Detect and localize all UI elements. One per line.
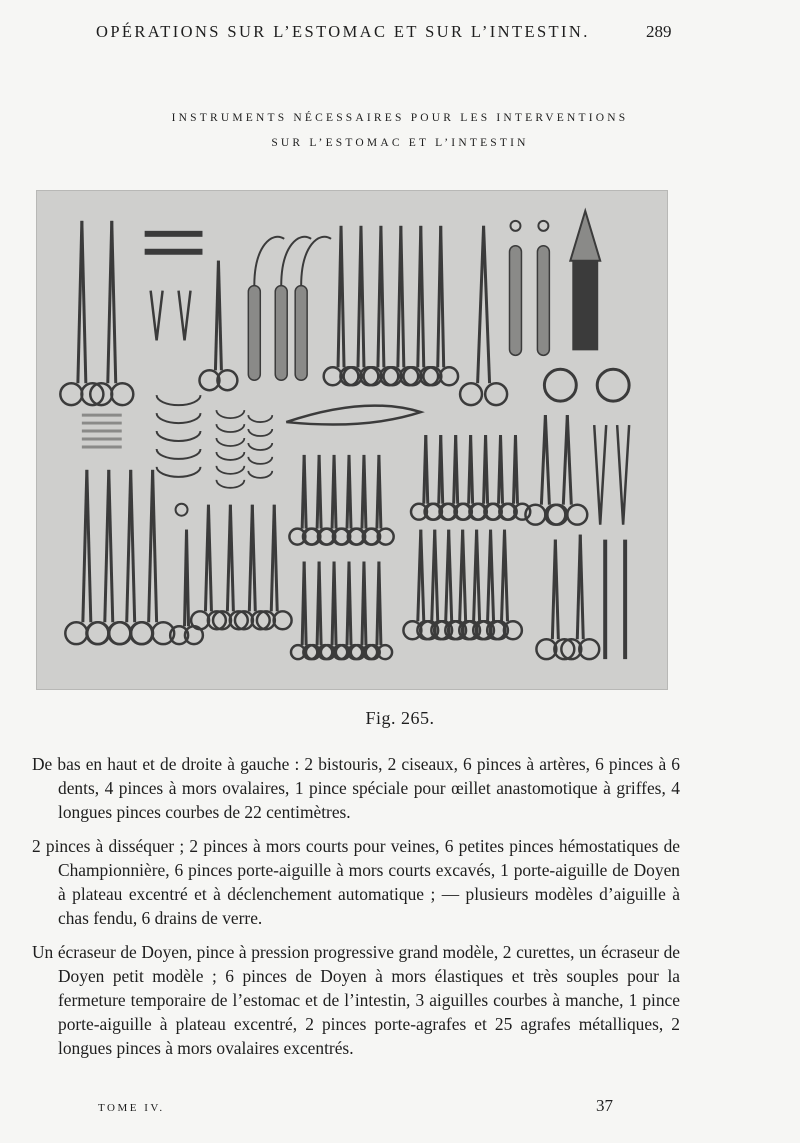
instrument-shape xyxy=(111,383,133,405)
instrument-shape xyxy=(572,261,598,351)
instrument-shape xyxy=(594,425,606,525)
instrument-shape xyxy=(274,611,292,629)
instrument-shape xyxy=(216,466,244,474)
instrument-shape xyxy=(218,261,221,371)
instrument-shape xyxy=(191,611,209,629)
instrument-shape xyxy=(440,367,458,385)
instrument-shape xyxy=(324,367,342,385)
instrument-shape xyxy=(545,415,549,505)
instrument-shape xyxy=(486,435,488,504)
instrument-shape xyxy=(301,237,331,286)
instrument-shape xyxy=(341,226,344,367)
instrument-shape xyxy=(401,226,404,367)
instrument-shape xyxy=(456,435,458,504)
instrument-shape xyxy=(505,530,508,622)
instrument-shape xyxy=(460,383,482,405)
instrument-shape xyxy=(304,455,306,529)
instrument-shape xyxy=(254,237,284,286)
instrument-shape xyxy=(555,540,558,640)
instrument-shape xyxy=(319,562,321,646)
instrument-shape xyxy=(216,410,244,418)
legend-paragraph-3: Un écraseur de Doyen, pince à pression progressive grand modèle, 2 curettes, un écraseur de Doyen petit modèle ; 6 pinces de Doyen à mors élastiques et très souples pour la fermeture temporaire de l’estomac et de l’intestin, 3 aiguilles courbes à manche, 1 pince porte-aiguille à plateau excentré, 2 pinces porte-agrafes et 25 agrafes métalliques, 2 longues pinces à mors ovalaires excentrés. xyxy=(32,942,680,1058)
instrument-shape xyxy=(491,530,494,622)
instrument-shape xyxy=(157,467,201,477)
instrument-shape xyxy=(435,530,438,622)
instrument-shape xyxy=(570,211,600,261)
instrument-shape xyxy=(176,504,188,516)
instruments-illustration xyxy=(37,191,667,689)
instrument-shape xyxy=(60,383,82,405)
legend-paragraph-1: De bas en haut et de droite à gauche : 2 bistouris, 2 ciseaux, 6 pinces à artères, 6 pinces à 6 dents, 4 pinces à mors ovalaires, 1 pince spéciale pour œillet anastomotique à griffes, 4 longues pinces courbes de 22 centimètres. xyxy=(32,754,680,822)
instrument-shape xyxy=(145,231,203,237)
figure-caption: Fig. 265. xyxy=(365,708,435,728)
instrument-shape xyxy=(597,369,629,401)
instrument-shape xyxy=(153,470,157,622)
instrument-shape xyxy=(364,455,366,529)
instrument-shape xyxy=(510,221,520,231)
instrument-shape xyxy=(379,562,381,646)
instrument-shape xyxy=(567,505,587,525)
instrument-shape xyxy=(485,383,507,405)
instrument-shape xyxy=(82,221,86,383)
instrument-shape xyxy=(252,505,255,612)
instrument-shape xyxy=(179,291,191,341)
instrument-shape xyxy=(157,413,201,423)
instrument-shape xyxy=(145,249,203,255)
instrument-shape xyxy=(216,424,244,432)
instrument-shape xyxy=(364,562,366,646)
instrument-shape xyxy=(87,622,109,644)
instrument-shape xyxy=(449,530,452,622)
instrument-shape xyxy=(421,226,424,367)
volume-label: TOME IV. xyxy=(98,1102,165,1114)
instrument-shape xyxy=(131,622,153,644)
instrument-shape xyxy=(208,505,211,612)
instrument-shape xyxy=(544,369,576,401)
figure-legend xyxy=(32,752,680,1070)
instrument-shape xyxy=(109,622,131,644)
instrument-shape xyxy=(381,226,384,367)
instrument-shape xyxy=(477,530,480,622)
instrument-shape xyxy=(463,530,466,622)
instrument-shape xyxy=(334,562,336,646)
instrument-shape xyxy=(580,535,583,640)
instrument-shape xyxy=(421,530,424,622)
instrument-shape xyxy=(361,226,364,367)
instrument-shape xyxy=(87,470,91,622)
instrument-shape xyxy=(538,221,548,231)
instruments-photo xyxy=(36,190,668,690)
instrument-shape xyxy=(157,431,201,441)
instrument-shape xyxy=(248,443,272,450)
signature-mark: 37 xyxy=(596,1096,613,1115)
instrument-shape xyxy=(426,435,428,504)
instrument-shape xyxy=(216,452,244,460)
instrument-shape xyxy=(281,237,311,286)
legend-paragraph-2: 2 pinces à disséquer ; 2 pinces à mors courts pour veines, 6 petites pinces hémostatiques de Championnière, 6 pinces porte-aiguille à mors courts excavés, 1 porte-aiguille de Doyen à plateau excentré et à déclenchement automatique ; — plusieurs modèles d’aiguille à chas fendu, 6 drains de verre. xyxy=(32,836,680,928)
instrument-shape xyxy=(131,470,135,622)
instrument-shape xyxy=(216,438,244,446)
instrument-shape xyxy=(65,622,87,644)
instrument-shape xyxy=(151,291,163,341)
instrument-shape xyxy=(471,435,473,504)
instrument-shape xyxy=(441,226,444,367)
instrument-shape xyxy=(248,457,272,464)
instrument-shape xyxy=(216,480,244,488)
instrument-shape xyxy=(379,455,381,529)
instrument-shape xyxy=(349,455,351,529)
instrument-shape xyxy=(157,449,201,459)
instrument-shape xyxy=(537,246,549,356)
instrument-shape xyxy=(112,221,116,383)
instrument-shape xyxy=(248,471,272,478)
instrument-shape xyxy=(501,435,503,504)
instrument-shape xyxy=(510,246,522,356)
instrument-shape xyxy=(248,415,272,422)
instrument-shape xyxy=(230,505,233,612)
instrument-shape xyxy=(478,226,484,383)
instrument-shape xyxy=(504,621,522,639)
instrument-shape xyxy=(349,562,351,646)
instrument-shape xyxy=(441,435,443,504)
running-head: OPÉRATIONS SUR L’ESTOMAC ET SUR L’INTESTIN. xyxy=(96,22,590,41)
instrument-shape xyxy=(515,435,517,504)
instrument-shape xyxy=(157,395,201,405)
section-title-line1: INSTRUMENTS NÉCESSAIRES POUR LES INTERVENTIONS xyxy=(171,112,629,124)
instrument-shape xyxy=(304,562,306,646)
instrument-shape xyxy=(109,470,113,622)
section-title-line2: SUR L’ESTOMAC ET L’INTESTIN xyxy=(271,137,529,149)
instrument-shape xyxy=(275,286,287,381)
instrument-shape xyxy=(319,455,321,529)
instrument-shape xyxy=(187,530,189,627)
instrument-shape xyxy=(274,505,277,612)
instrument-shape xyxy=(286,406,421,425)
instrument-shape xyxy=(248,429,272,436)
page-number: 289 xyxy=(646,22,672,41)
instrument-shape xyxy=(567,415,571,505)
instrument-shape xyxy=(334,455,336,529)
instrument-shape xyxy=(295,286,307,381)
instrument-shape xyxy=(248,286,260,381)
instrument-shape xyxy=(617,425,629,525)
instrument-shape xyxy=(484,226,490,383)
